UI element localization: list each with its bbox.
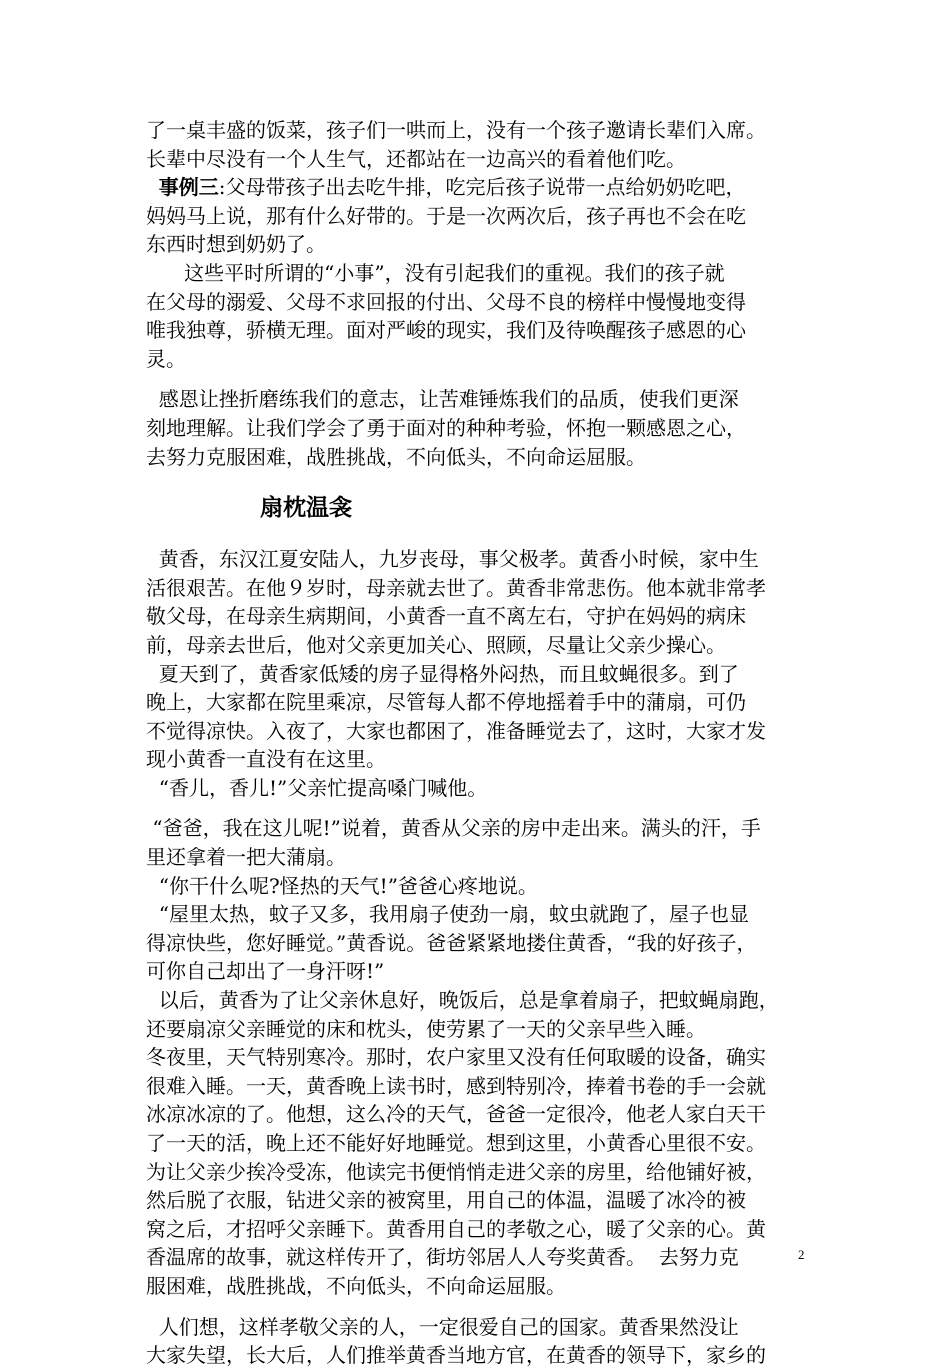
paragraph-small-things: [146, 259, 812, 373]
text-line: 人们想，这样孝敬父亲的人，一定很爱自己的国家。黄香果然没让: [146, 1314, 739, 1339]
text-line: 前，母亲去世后，他对父亲更加关心、照顾，尽量让父亲少操心。: [146, 632, 726, 657]
text-line: 去努力克服困难，战胜挑战，不向低头，不向命运屈服。: [146, 444, 646, 469]
text-line: 东西时想到奶奶了。: [146, 232, 326, 257]
text-line: 这些平时所谓的“小事”，没有引起我们的重视。我们的孩子就: [146, 260, 725, 285]
text-line: 窝之后，才招呼父亲睡下。黄香用自己的孝敬之心，暖了父亲的心。黄: [146, 1216, 766, 1241]
example-label: 事例三: [158, 175, 219, 200]
text-line: “你干什么呢?怪热的天气!”爸爸心疼地说。: [146, 873, 538, 898]
text-line: 很难入睡。一天，黄香晚上读书时，感到特别冷，捧着书卷的手一会就: [146, 1073, 766, 1098]
text-line: 香温席的故事，就这样传开了，街坊邻居人人夸奖黄香。 去努力克: [146, 1245, 739, 1270]
text-line: 了一天的活，晚上还不能好好地睡觉。想到这里，小黄香心里很不安。: [146, 1131, 766, 1155]
text-line: 活很艰苦。在他９岁时，母亲就去世了。黄香非常悲伤。他本就非常孝: [146, 575, 766, 600]
paragraph-patriotism: [146, 1313, 812, 1370]
text-line: 冬夜里，天气特别寒冷。那时，农户家里又没有任何取暖的设备，确实: [146, 1045, 766, 1070]
text-line: 大家失望，长大后，人们推举黄香当地方官，在黄香的领导下，家乡的: [146, 1343, 766, 1368]
paragraph-dialogue: [146, 814, 812, 1300]
text-line: 里还拿着一把大蒲扇。: [146, 845, 346, 870]
text-line: “爸爸，我在这儿呢!”说着，黄香从父亲的房中走出来。满头的汗，手: [146, 816, 761, 841]
section-heading: 扇枕温衾: [260, 495, 352, 522]
page-body: [146, 116, 812, 1370]
text-line: 唯我独尊，骄横无理。面对严峻的现实，我们及待唤醒孩子感恩的心: [146, 318, 746, 343]
text-line: 刻地理解。让我们学会了勇于面对的种种考验，怀抱一颗感恩之心，: [146, 415, 746, 440]
text-line: 黄香，东汉江夏安陆人，九岁丧母，事父极孝。黄香小时候，家中生: [146, 547, 759, 572]
paragraph-example-3: [146, 173, 812, 259]
text-line: “屋里太热，蚊子又多，我用扇子使劲一扇，蚊虫就跑了，屋子也显: [146, 902, 749, 927]
text-line: 夏天到了，黄香家低矮的房子显得格外闷热，而且蚊蝇很多。到了: [146, 661, 739, 686]
text-line: 为让父亲少挨冷受冻，他读完书便悄悄走进父亲的房里，给他铺好被，: [146, 1159, 766, 1184]
text-line: 冰凉冰凉的了。他想，这么冷的天气，爸爸一定很冷，他老人家白天干: [146, 1102, 766, 1127]
text-line: 以后，黄香为了让父亲休息好，晚饭后，总是拿着扇子，把蚊蝇扇跑，: [146, 988, 779, 1013]
text-line: 得凉快些，您好睡觉。”黄香说。爸爸紧紧地搂住黄香，“我的好孩子，: [146, 930, 757, 955]
paragraph-gratitude: [146, 385, 812, 471]
text-line: 服困难，战胜挑战，不向低头，不向命运屈服。: [146, 1273, 566, 1298]
page-number: 2: [798, 1247, 805, 1262]
text-line: 了一桌丰盛的饭菜，孩子们一哄而上，没有一个孩子邀请长辈们入席。: [146, 118, 766, 142]
text-line: 现小黄香一直没有在这里。: [146, 747, 386, 772]
text-line: 还要扇凉父亲睡觉的床和枕头，使劳累了一天的父亲早些入睡。: [146, 1016, 706, 1041]
text-line: 灵。: [146, 346, 186, 371]
text-line: [146, 173, 812, 202]
text-line: 在父母的溺爱、父母不求回报的付出、父母不良的榜样中慢慢地变得: [146, 289, 746, 314]
text-line: “香儿，香儿!”父亲忙提高嗓门喊他。: [146, 775, 488, 800]
text-line: 敬父母，在母亲生病期间，小黄香一直不离左右，守护在妈妈的病床: [146, 604, 746, 629]
paragraph-huang-xiang: [146, 545, 812, 802]
text-line: 不觉得凉快。入夜了，大家也都困了，准备睡觉去了，这时，大家才发: [146, 718, 766, 743]
example-text: :父母带孩子出去吃牛排，吃完后孩子说带一点给奶奶吃吧，: [218, 175, 746, 200]
text-line: 可你自己却出了一身汗呀!”: [146, 959, 385, 984]
paragraph-example-2-end: [146, 116, 812, 173]
text-line: 然后脱了衣服，钻进父亲的被窝里，用自己的体温，温暖了冰冷的被: [146, 1188, 746, 1213]
text-line: 晚上，大家都在院里乘凉，尽管每人都不停地摇着手中的蒲扇，可仍: [146, 690, 746, 715]
text-line: 感恩让挫折磨练我们的意志，让苦难锤炼我们的品质，使我们更深: [146, 387, 739, 412]
text-line: 妈妈马上说，那有什么好带的。于是一次两次后，孩子再也不会在吃: [146, 203, 746, 228]
text-line: 长辈中尽没有一个人生气，还都站在一边高兴的看着他们吃。: [146, 146, 686, 171]
